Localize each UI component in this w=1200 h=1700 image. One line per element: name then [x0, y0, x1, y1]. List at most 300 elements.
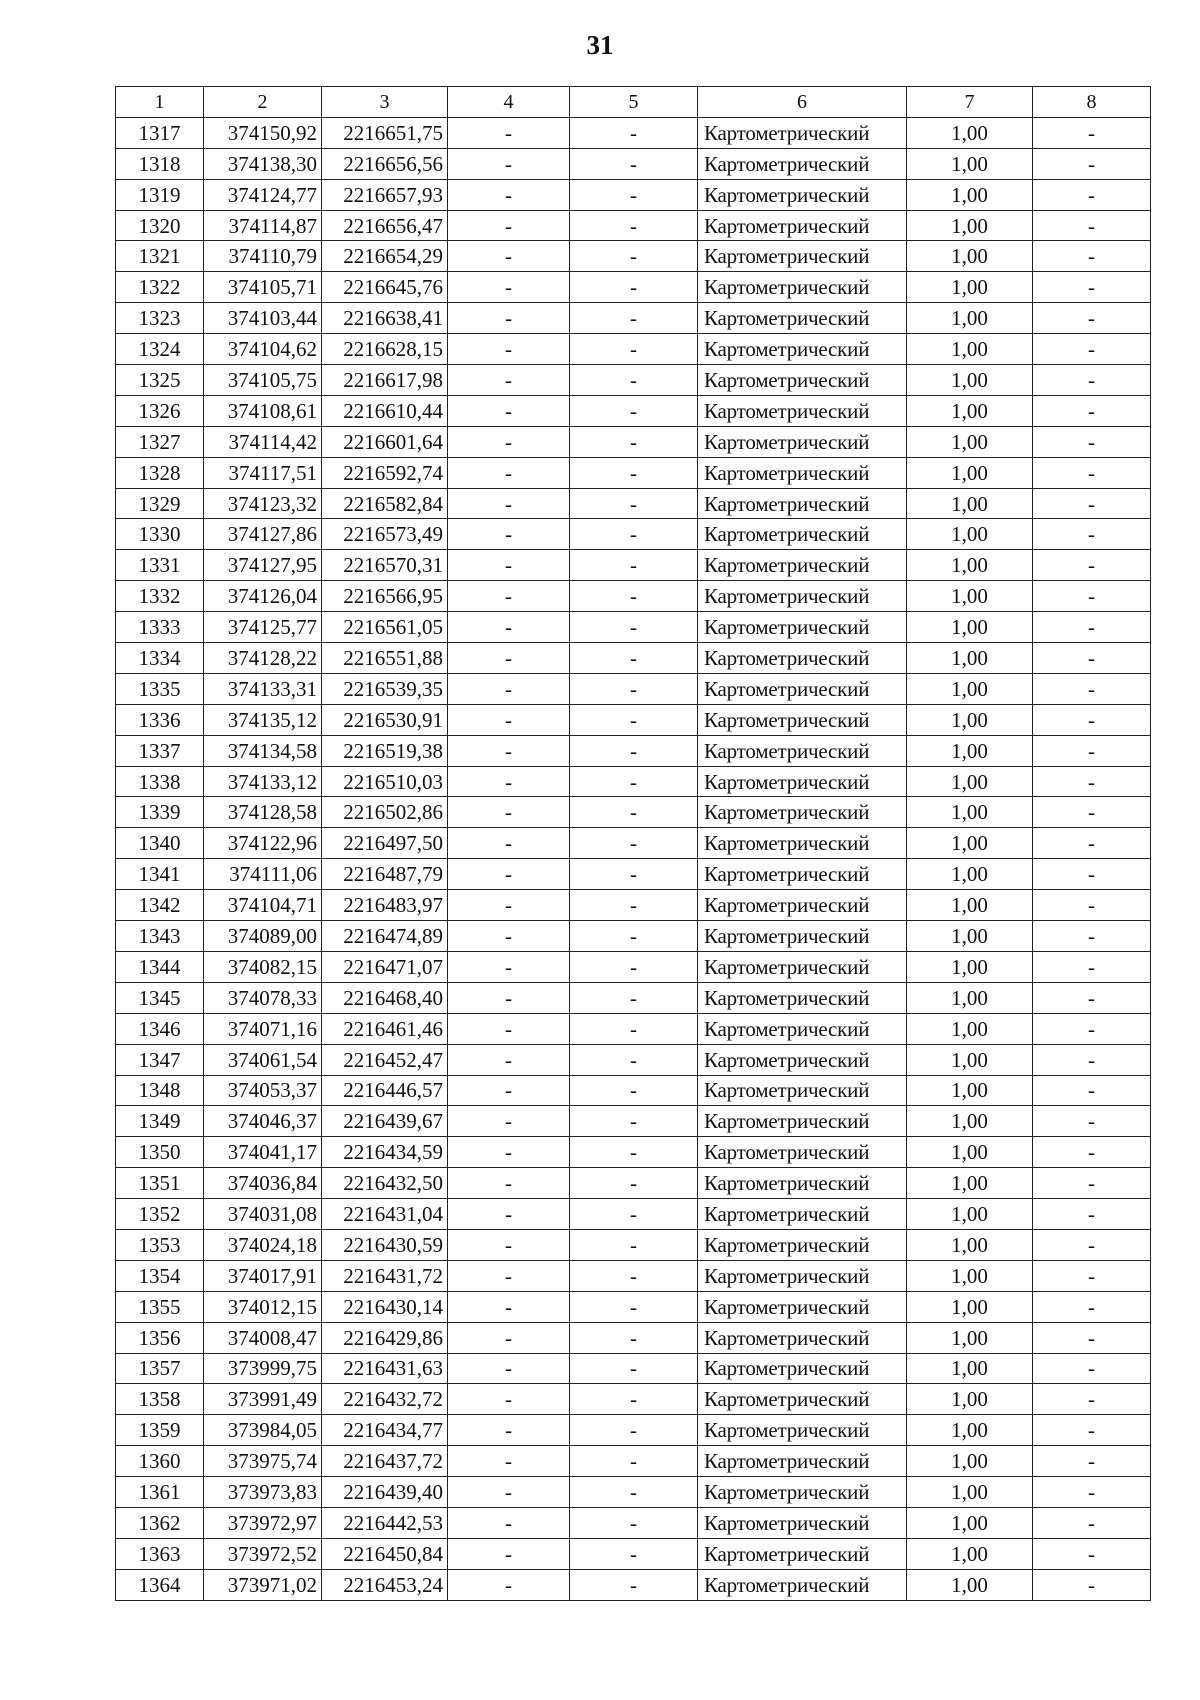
cell-coord-x: 374108,61 — [204, 395, 322, 426]
cell-col-4: - — [448, 1322, 570, 1353]
cell-col-8: - — [1033, 890, 1151, 921]
cell-accuracy: 1,00 — [907, 241, 1033, 272]
cell-col-4: - — [448, 704, 570, 735]
cell-coord-y: 2216471,07 — [322, 951, 448, 982]
cell-accuracy: 1,00 — [907, 1446, 1033, 1477]
header-cell-3: 3 — [322, 87, 448, 118]
cell-accuracy: 1,00 — [907, 148, 1033, 179]
table-header — [116, 87, 1151, 118]
cell-coord-x: 374133,31 — [204, 673, 322, 704]
cell-coord-y: 2216431,04 — [322, 1199, 448, 1230]
table-row — [116, 488, 1151, 519]
cell-accuracy: 1,00 — [907, 303, 1033, 334]
table-row — [116, 612, 1151, 643]
header-cell-8: 8 — [1033, 87, 1151, 118]
cell-col-8: - — [1033, 859, 1151, 890]
cell-method: Картометрический — [698, 117, 907, 148]
cell-coord-y: 2216439,67 — [322, 1106, 448, 1137]
cell-coord-x: 374126,04 — [204, 581, 322, 612]
coordinates-table — [115, 86, 1151, 1601]
cell-col-8: - — [1033, 365, 1151, 396]
cell-coord-y: 2216452,47 — [322, 1044, 448, 1075]
cell-method: Картометрический — [698, 334, 907, 365]
cell-accuracy: 1,00 — [907, 828, 1033, 859]
cell-coord-x: 373975,74 — [204, 1446, 322, 1477]
cell-coord-x: 374123,32 — [204, 488, 322, 519]
cell-col-5: - — [570, 488, 698, 519]
cell-col-4: - — [448, 1415, 570, 1446]
cell-method: Картометрический — [698, 1384, 907, 1415]
cell-col-4: - — [448, 828, 570, 859]
cell-col-4: - — [448, 1291, 570, 1322]
cell-coord-y: 2216539,35 — [322, 673, 448, 704]
cell-method: Картометрический — [698, 982, 907, 1013]
cell-col-5: - — [570, 457, 698, 488]
table-row — [116, 581, 1151, 612]
cell-coord-x: 373991,49 — [204, 1384, 322, 1415]
cell-coord-x: 374103,44 — [204, 303, 322, 334]
cell-accuracy: 1,00 — [907, 272, 1033, 303]
cell-method: Картометрический — [698, 550, 907, 581]
cell-accuracy: 1,00 — [907, 1477, 1033, 1508]
cell-col-5: - — [570, 148, 698, 179]
cell-col-5: - — [570, 303, 698, 334]
cell-col-8: - — [1033, 395, 1151, 426]
table-row — [116, 148, 1151, 179]
cell-accuracy: 1,00 — [907, 951, 1033, 982]
table-row — [116, 1477, 1151, 1508]
cell-col-4: - — [448, 982, 570, 1013]
cell-col-8: - — [1033, 1353, 1151, 1384]
cell-coord-x: 374017,91 — [204, 1260, 322, 1291]
cell-point-number: 1318 — [116, 148, 204, 179]
cell-col-8: - — [1033, 519, 1151, 550]
cell-col-4: - — [448, 1013, 570, 1044]
cell-point-number: 1328 — [116, 457, 204, 488]
cell-coord-x: 374135,12 — [204, 704, 322, 735]
cell-point-number: 1339 — [116, 797, 204, 828]
cell-col-4: - — [448, 890, 570, 921]
cell-accuracy: 1,00 — [907, 735, 1033, 766]
cell-method: Картометрический — [698, 365, 907, 396]
cell-col-8: - — [1033, 1446, 1151, 1477]
cell-accuracy: 1,00 — [907, 334, 1033, 365]
cell-col-5: - — [570, 179, 698, 210]
cell-coord-x: 373984,05 — [204, 1415, 322, 1446]
table-row — [116, 859, 1151, 890]
cell-coord-x: 373999,75 — [204, 1353, 322, 1384]
cell-col-5: - — [570, 272, 698, 303]
table-row — [116, 426, 1151, 457]
cell-col-4: - — [448, 241, 570, 272]
cell-col-8: - — [1033, 457, 1151, 488]
cell-method: Картометрический — [698, 1569, 907, 1600]
cell-coord-y: 2216432,72 — [322, 1384, 448, 1415]
cell-col-4: - — [448, 1569, 570, 1600]
cell-method: Картометрический — [698, 1291, 907, 1322]
cell-method: Картометрический — [698, 766, 907, 797]
cell-col-5: - — [570, 1477, 698, 1508]
cell-point-number: 1363 — [116, 1538, 204, 1569]
table-row — [116, 241, 1151, 272]
table-row — [116, 395, 1151, 426]
cell-col-8: - — [1033, 735, 1151, 766]
cell-col-5: - — [570, 581, 698, 612]
table-row — [116, 1260, 1151, 1291]
cell-col-5: - — [570, 1322, 698, 1353]
cell-method: Картометрический — [698, 1075, 907, 1106]
cell-coord-y: 2216468,40 — [322, 982, 448, 1013]
cell-col-8: - — [1033, 303, 1151, 334]
cell-point-number: 1342 — [116, 890, 204, 921]
cell-col-8: - — [1033, 1477, 1151, 1508]
cell-accuracy: 1,00 — [907, 179, 1033, 210]
cell-coord-y: 2216461,46 — [322, 1013, 448, 1044]
cell-method: Картометрический — [698, 1106, 907, 1137]
cell-coord-x: 374046,37 — [204, 1106, 322, 1137]
header-cell-5: 5 — [570, 87, 698, 118]
table-row — [116, 1044, 1151, 1075]
cell-col-5: - — [570, 1013, 698, 1044]
cell-coord-x: 374031,08 — [204, 1199, 322, 1230]
cell-coord-x: 374125,77 — [204, 612, 322, 643]
cell-col-4: - — [448, 1507, 570, 1538]
cell-col-5: - — [570, 1168, 698, 1199]
cell-col-4: - — [448, 210, 570, 241]
cell-accuracy: 1,00 — [907, 457, 1033, 488]
cell-point-number: 1336 — [116, 704, 204, 735]
cell-coord-x: 374041,17 — [204, 1137, 322, 1168]
cell-col-4: - — [448, 612, 570, 643]
cell-col-8: - — [1033, 612, 1151, 643]
cell-col-5: - — [570, 395, 698, 426]
cell-col-8: - — [1033, 1415, 1151, 1446]
table-row — [116, 179, 1151, 210]
cell-method: Картометрический — [698, 859, 907, 890]
cell-method: Картометрический — [698, 1137, 907, 1168]
cell-col-8: - — [1033, 1507, 1151, 1538]
cell-coord-y: 2216502,86 — [322, 797, 448, 828]
cell-col-4: - — [448, 519, 570, 550]
cell-coord-y: 2216450,84 — [322, 1538, 448, 1569]
cell-col-8: - — [1033, 828, 1151, 859]
cell-coord-y: 2216432,50 — [322, 1168, 448, 1199]
cell-coord-x: 374061,54 — [204, 1044, 322, 1075]
cell-col-5: - — [570, 1507, 698, 1538]
cell-method: Картометрический — [698, 303, 907, 334]
cell-coord-y: 2216645,76 — [322, 272, 448, 303]
cell-method: Картометрический — [698, 890, 907, 921]
cell-accuracy: 1,00 — [907, 1538, 1033, 1569]
table-row — [116, 519, 1151, 550]
cell-point-number: 1349 — [116, 1106, 204, 1137]
cell-accuracy: 1,00 — [907, 766, 1033, 797]
cell-col-5: - — [570, 1415, 698, 1446]
cell-method: Картометрический — [698, 951, 907, 982]
table-row — [116, 1322, 1151, 1353]
cell-accuracy: 1,00 — [907, 1353, 1033, 1384]
cell-point-number: 1324 — [116, 334, 204, 365]
cell-coord-y: 2216530,91 — [322, 704, 448, 735]
cell-accuracy: 1,00 — [907, 1569, 1033, 1600]
cell-col-5: - — [570, 766, 698, 797]
cell-coord-y: 2216487,79 — [322, 859, 448, 890]
cell-col-5: - — [570, 797, 698, 828]
cell-accuracy: 1,00 — [907, 365, 1033, 396]
cell-col-5: - — [570, 1538, 698, 1569]
cell-method: Картометрический — [698, 272, 907, 303]
cell-point-number: 1340 — [116, 828, 204, 859]
table-body — [116, 117, 1151, 1600]
cell-point-number: 1362 — [116, 1507, 204, 1538]
cell-method: Картометрический — [698, 704, 907, 735]
cell-coord-x: 374138,30 — [204, 148, 322, 179]
table-row — [116, 365, 1151, 396]
cell-col-4: - — [448, 395, 570, 426]
cell-col-8: - — [1033, 210, 1151, 241]
cell-point-number: 1323 — [116, 303, 204, 334]
table-row — [116, 117, 1151, 148]
cell-accuracy: 1,00 — [907, 1291, 1033, 1322]
cell-col-4: - — [448, 1260, 570, 1291]
table-row — [116, 210, 1151, 241]
cell-coord-x: 374053,37 — [204, 1075, 322, 1106]
cell-col-5: - — [570, 334, 698, 365]
cell-point-number: 1344 — [116, 951, 204, 982]
cell-coord-y: 2216656,47 — [322, 210, 448, 241]
cell-method: Картометрический — [698, 457, 907, 488]
cell-col-5: - — [570, 1106, 698, 1137]
cell-col-5: - — [570, 1229, 698, 1260]
cell-method: Картометрический — [698, 148, 907, 179]
cell-coord-x: 373971,02 — [204, 1569, 322, 1600]
cell-col-8: - — [1033, 1137, 1151, 1168]
cell-point-number: 1320 — [116, 210, 204, 241]
cell-coord-y: 2216651,75 — [322, 117, 448, 148]
cell-coord-y: 2216437,72 — [322, 1446, 448, 1477]
header-row — [116, 87, 1151, 118]
cell-method: Картометрический — [698, 797, 907, 828]
cell-coord-y: 2216592,74 — [322, 457, 448, 488]
cell-coord-x: 374012,15 — [204, 1291, 322, 1322]
cell-col-4: - — [448, 457, 570, 488]
cell-col-4: - — [448, 426, 570, 457]
table-row — [116, 1538, 1151, 1569]
cell-coord-y: 2216430,59 — [322, 1229, 448, 1260]
header-cell-1: 1 — [116, 87, 204, 118]
cell-accuracy: 1,00 — [907, 797, 1033, 828]
cell-coord-y: 2216601,64 — [322, 426, 448, 457]
cell-point-number: 1321 — [116, 241, 204, 272]
table-row — [116, 1291, 1151, 1322]
cell-point-number: 1338 — [116, 766, 204, 797]
cell-col-4: - — [448, 951, 570, 982]
cell-point-number: 1345 — [116, 982, 204, 1013]
cell-col-5: - — [570, 735, 698, 766]
cell-coord-y: 2216561,05 — [322, 612, 448, 643]
cell-accuracy: 1,00 — [907, 550, 1033, 581]
cell-col-5: - — [570, 1044, 698, 1075]
table-row — [116, 643, 1151, 674]
cell-coord-x: 374008,47 — [204, 1322, 322, 1353]
table-row — [116, 1384, 1151, 1415]
cell-method: Картометрический — [698, 828, 907, 859]
table-row — [116, 1569, 1151, 1600]
cell-accuracy: 1,00 — [907, 1322, 1033, 1353]
cell-coord-x: 374110,79 — [204, 241, 322, 272]
cell-coord-y: 2216434,77 — [322, 1415, 448, 1446]
cell-point-number: 1329 — [116, 488, 204, 519]
cell-col-5: - — [570, 241, 698, 272]
cell-accuracy: 1,00 — [907, 395, 1033, 426]
cell-point-number: 1361 — [116, 1477, 204, 1508]
cell-accuracy: 1,00 — [907, 1415, 1033, 1446]
cell-point-number: 1326 — [116, 395, 204, 426]
cell-point-number: 1358 — [116, 1384, 204, 1415]
cell-method: Картометрический — [698, 241, 907, 272]
cell-accuracy: 1,00 — [907, 704, 1033, 735]
cell-coord-y: 2216638,41 — [322, 303, 448, 334]
cell-method: Картометрический — [698, 519, 907, 550]
table-row — [116, 1075, 1151, 1106]
cell-col-8: - — [1033, 797, 1151, 828]
cell-col-4: - — [448, 1044, 570, 1075]
cell-col-8: - — [1033, 179, 1151, 210]
cell-col-4: - — [448, 1538, 570, 1569]
cell-col-8: - — [1033, 488, 1151, 519]
cell-coord-y: 2216654,29 — [322, 241, 448, 272]
cell-col-4: - — [448, 797, 570, 828]
cell-coord-y: 2216617,98 — [322, 365, 448, 396]
table-row — [116, 1415, 1151, 1446]
cell-col-8: - — [1033, 550, 1151, 581]
cell-point-number: 1351 — [116, 1168, 204, 1199]
cell-col-5: - — [570, 859, 698, 890]
cell-method: Картометрический — [698, 1446, 907, 1477]
cell-coord-y: 2216431,72 — [322, 1260, 448, 1291]
cell-col-5: - — [570, 426, 698, 457]
cell-col-8: - — [1033, 766, 1151, 797]
table-row — [116, 1168, 1151, 1199]
cell-method: Картометрический — [698, 612, 907, 643]
cell-col-4: - — [448, 1106, 570, 1137]
cell-point-number: 1331 — [116, 550, 204, 581]
cell-col-5: - — [570, 1446, 698, 1477]
cell-method: Картометрический — [698, 643, 907, 674]
cell-point-number: 1333 — [116, 612, 204, 643]
cell-point-number: 1360 — [116, 1446, 204, 1477]
cell-col-4: - — [448, 1353, 570, 1384]
cell-accuracy: 1,00 — [907, 1260, 1033, 1291]
cell-col-4: - — [448, 766, 570, 797]
cell-col-5: - — [570, 210, 698, 241]
cell-accuracy: 1,00 — [907, 673, 1033, 704]
cell-col-8: - — [1033, 1044, 1151, 1075]
cell-coord-x: 373972,97 — [204, 1507, 322, 1538]
cell-col-8: - — [1033, 241, 1151, 272]
cell-col-8: - — [1033, 673, 1151, 704]
cell-col-5: - — [570, 1353, 698, 1384]
cell-coord-y: 2216453,24 — [322, 1569, 448, 1600]
cell-coord-x: 374114,87 — [204, 210, 322, 241]
table-row — [116, 828, 1151, 859]
cell-accuracy: 1,00 — [907, 519, 1033, 550]
cell-point-number: 1319 — [116, 179, 204, 210]
cell-col-4: - — [448, 148, 570, 179]
cell-col-5: - — [570, 1199, 698, 1230]
table-row — [116, 704, 1151, 735]
cell-col-5: - — [570, 1075, 698, 1106]
cell-col-4: - — [448, 303, 570, 334]
cell-coord-y: 2216429,86 — [322, 1322, 448, 1353]
cell-method: Картометрический — [698, 395, 907, 426]
cell-coord-y: 2216510,03 — [322, 766, 448, 797]
cell-coord-y: 2216566,95 — [322, 581, 448, 612]
cell-col-4: - — [448, 488, 570, 519]
cell-point-number: 1354 — [116, 1260, 204, 1291]
cell-point-number: 1325 — [116, 365, 204, 396]
cell-accuracy: 1,00 — [907, 1044, 1033, 1075]
cell-method: Картометрический — [698, 1353, 907, 1384]
cell-col-4: - — [448, 859, 570, 890]
cell-accuracy: 1,00 — [907, 1137, 1033, 1168]
cell-coord-x: 374105,71 — [204, 272, 322, 303]
cell-method: Картометрический — [698, 1507, 907, 1538]
cell-col-5: - — [570, 1384, 698, 1415]
cell-accuracy: 1,00 — [907, 1106, 1033, 1137]
cell-col-8: - — [1033, 921, 1151, 952]
cell-point-number: 1341 — [116, 859, 204, 890]
cell-coord-x: 374128,58 — [204, 797, 322, 828]
cell-coord-x: 374133,12 — [204, 766, 322, 797]
cell-coord-y: 2216582,84 — [322, 488, 448, 519]
cell-point-number: 1357 — [116, 1353, 204, 1384]
cell-col-4: - — [448, 1229, 570, 1260]
cell-coord-x: 374024,18 — [204, 1229, 322, 1260]
cell-point-number: 1346 — [116, 1013, 204, 1044]
table-row — [116, 797, 1151, 828]
cell-accuracy: 1,00 — [907, 1199, 1033, 1230]
cell-col-5: - — [570, 612, 698, 643]
cell-coord-x: 374082,15 — [204, 951, 322, 982]
cell-method: Картометрический — [698, 1477, 907, 1508]
table-row — [116, 921, 1151, 952]
cell-coord-y: 2216657,93 — [322, 179, 448, 210]
cell-method: Картометрический — [698, 1322, 907, 1353]
cell-method: Картометрический — [698, 1168, 907, 1199]
cell-coord-y: 2216474,89 — [322, 921, 448, 952]
cell-col-8: - — [1033, 1168, 1151, 1199]
cell-col-4: - — [448, 117, 570, 148]
cell-point-number: 1347 — [116, 1044, 204, 1075]
table-row — [116, 735, 1151, 766]
cell-coord-x: 374127,86 — [204, 519, 322, 550]
cell-method: Картометрический — [698, 1044, 907, 1075]
cell-col-5: - — [570, 550, 698, 581]
cell-col-8: - — [1033, 1384, 1151, 1415]
cell-col-5: - — [570, 1260, 698, 1291]
cell-col-8: - — [1033, 1075, 1151, 1106]
table-row — [116, 1106, 1151, 1137]
cell-col-4: - — [448, 550, 570, 581]
cell-col-5: - — [570, 828, 698, 859]
cell-method: Картометрический — [698, 673, 907, 704]
cell-point-number: 1330 — [116, 519, 204, 550]
cell-accuracy: 1,00 — [907, 581, 1033, 612]
cell-point-number: 1317 — [116, 117, 204, 148]
cell-col-8: - — [1033, 426, 1151, 457]
cell-col-5: - — [570, 1569, 698, 1600]
